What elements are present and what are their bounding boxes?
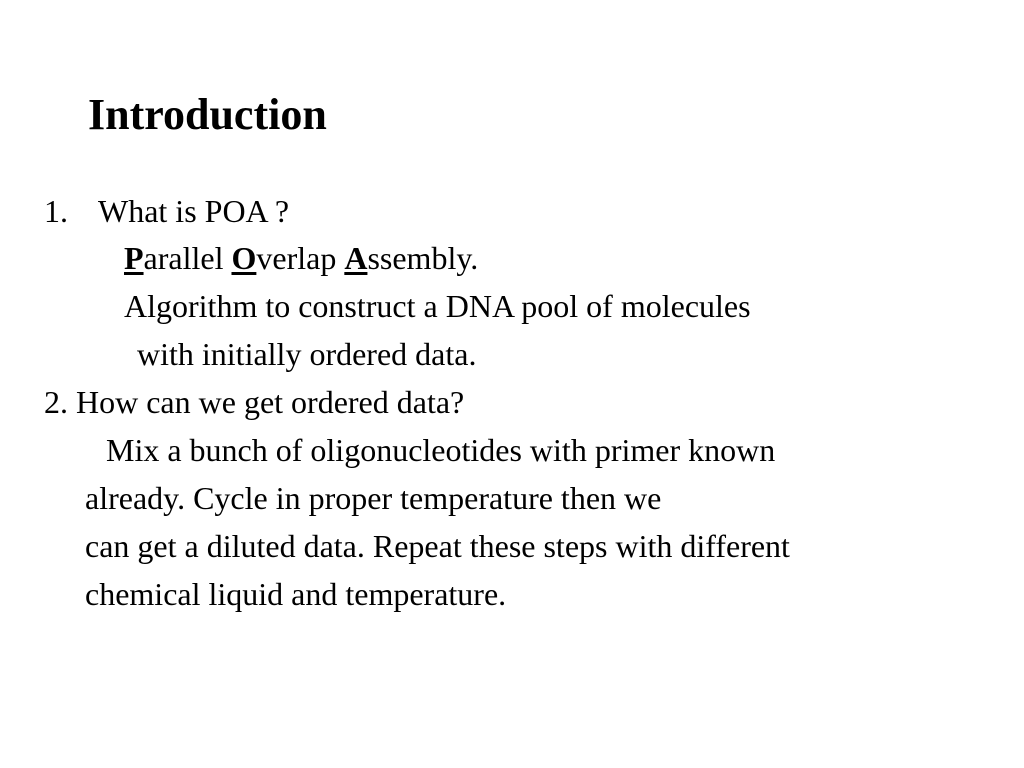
item-2-answer-line-2: already. Cycle in proper temperature then we (85, 480, 662, 516)
acronym-letter-a: A (344, 240, 368, 276)
item-2-answer-line-1: Mix a bunch of oligonucleotides with primer known (106, 432, 776, 468)
expansion-word-parallel: arallel (143, 240, 232, 276)
poa-description-line-2: with initially ordered data. (137, 336, 477, 372)
poa-description-line-1: Algorithm to construct a DNA pool of molecules (124, 288, 751, 324)
item-2-question: 2. How can we get ordered data? (44, 384, 465, 420)
expansion-word-overlap: verlap (256, 240, 345, 276)
expansion-word-assembly: ssembly. (367, 240, 479, 276)
item-1-number: 1. (44, 193, 68, 229)
slide-title: Introduction (88, 90, 327, 139)
item-2-answer-line-3: can get a diluted data. Repeat these steps with different (85, 528, 790, 564)
acronym-letter-p: P (124, 240, 144, 276)
acronym-letter-o: O (231, 240, 257, 276)
poa-expansion (124, 238, 478, 278)
item-2-answer-line-4: chemical liquid and temperature. (85, 576, 507, 612)
item-1-question: What is POA ? (98, 193, 290, 229)
